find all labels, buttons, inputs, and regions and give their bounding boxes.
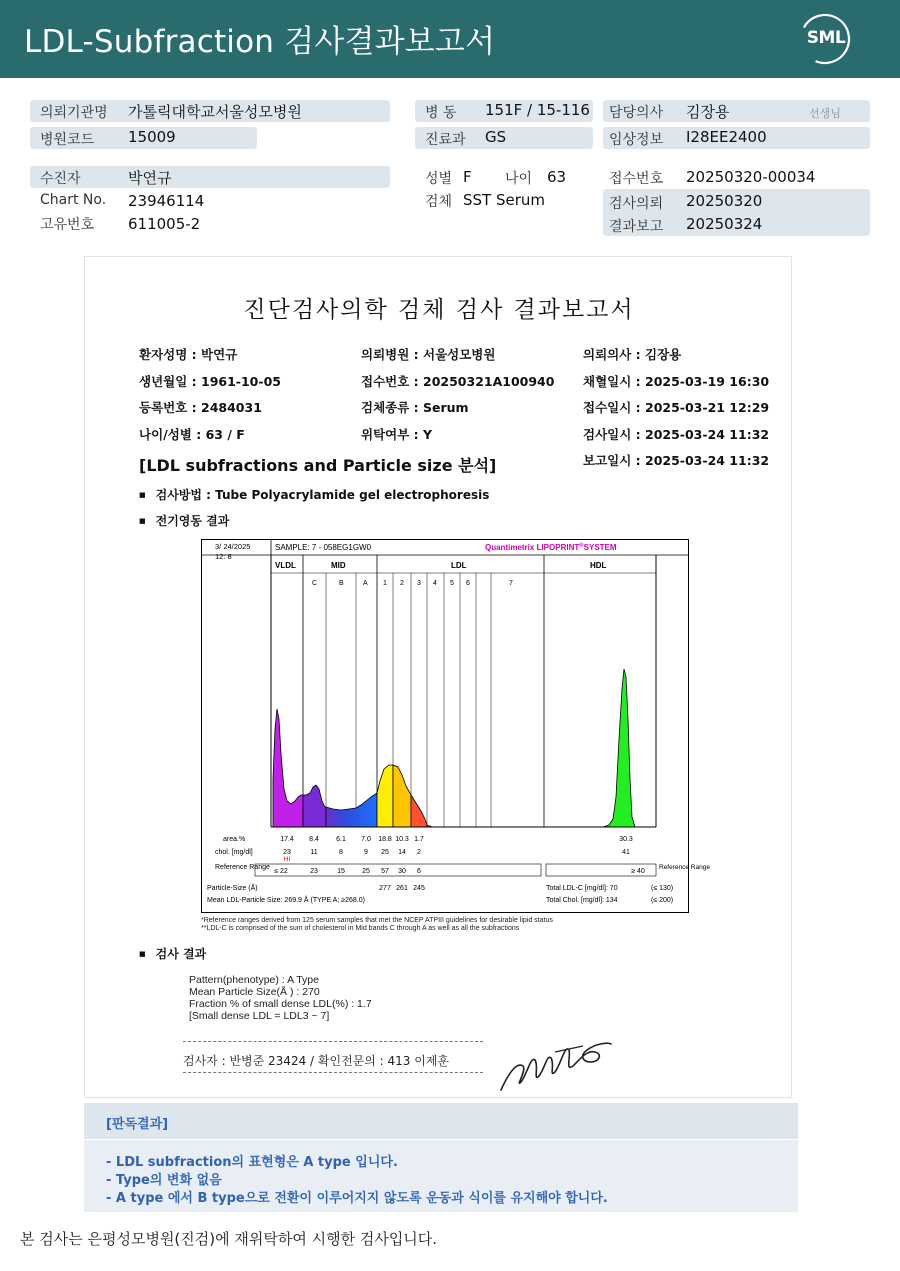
lipo-band-c: C — [312, 580, 318, 587]
report-hospital: 의뢰병원 : 서울성모병원 — [361, 347, 496, 362]
logo-text: SML — [806, 28, 846, 48]
lipo-band-3: 3 — [417, 580, 421, 587]
report-consign: 위탁여부 : Y — [361, 427, 433, 442]
sex-value: F — [463, 168, 472, 186]
report-test-time: 검사일시 : 2025-03-24 11:32 — [583, 427, 770, 442]
report-electro-title: ■ 전기영동 결과 — [139, 512, 229, 529]
result-fraction: Fraction % of small dense LDL(%) : 1.7 — [189, 998, 372, 1010]
lipo-row-chol: chol. [mg/dl] — [215, 849, 253, 856]
hospital-code-value: 15009 — [128, 128, 176, 146]
area-value: 6.1 — [336, 836, 346, 843]
report-title: 진단검사의학 검체 검사 결과보고서 — [243, 297, 635, 323]
chol-value: 14 — [398, 849, 406, 856]
report-spec-type: 검체종류 : Serum — [361, 400, 469, 415]
result-report-label: 결과보고 — [609, 219, 664, 235]
lipo-band-1: 1 — [383, 580, 387, 587]
area-value: 18.8 — [378, 836, 392, 843]
footnote-1: *Reference ranges derived from 125 serum samples that met the NCEP ATPIII guidelines for desirable lipid status — [201, 917, 553, 924]
lipo-time: 12: 8 — [215, 552, 232, 561]
reception-no-label: 접수번호 — [609, 171, 664, 187]
institution-value: 가톨릭대학교서울성모병원 — [128, 103, 302, 121]
ward-label: 병 동 — [425, 105, 457, 121]
unique-no-label: 고유번호 — [40, 217, 95, 233]
lipo-band-2: 2 — [400, 580, 404, 587]
chol-hi-flag: HI — [283, 856, 291, 863]
report-reg-no: 등록번호 : 2484031 — [139, 400, 262, 415]
lipo-row-mean: Mean LDL-Particle Size: 269.9 Å (TYPE A; ≥268.0) — [207, 897, 365, 904]
interpretation-item-3: - A type 에서 B type으로 전환이 이루어지지 않도록 운동과 식이를 유지해야 합니다. — [106, 1191, 608, 1206]
lipoprint-svg — [201, 539, 710, 915]
lipoprint-panel — [201, 539, 710, 915]
lipo-date: 3/ 24/2025 — [215, 542, 251, 551]
ref-value: 25 — [362, 868, 370, 875]
report-result-title: ■ 검사 결과 — [139, 945, 206, 962]
signer-text: 검사자 : 반병준 23424 / 확인전문의 : 413 이제훈 — [183, 1054, 450, 1068]
lipo-row-particle: Particle-Size (Å) — [207, 885, 258, 892]
lipo-band-a: A — [363, 580, 368, 587]
report-recv-time: 접수일시 : 2025-03-21 12:29 — [583, 400, 770, 415]
lipo-group-hdl: HDL — [590, 561, 607, 570]
result-sd-ldl: [Small dense LDL = LDL3 ~ 7] — [189, 1010, 330, 1022]
area-value: 7.0 — [361, 836, 371, 843]
ref-value-hdl: ≥ 40 — [631, 868, 645, 875]
ref-value: 30 — [398, 868, 406, 875]
chart-no-label: Chart No. — [40, 192, 107, 208]
lipo-row-ref-right: Reference Range — [659, 864, 710, 871]
lipo-sample: SAMPLE: 7 - 058EG1GW0 — [275, 543, 372, 552]
ref-value: 6 — [417, 868, 421, 875]
info-bar-patient — [30, 166, 390, 188]
area-value: 10.3 — [395, 836, 409, 843]
area-value: 17.4 — [280, 836, 294, 843]
report-section-title: [LDL subfractions and Particle size 분석] — [139, 456, 497, 475]
header-bar — [0, 0, 900, 78]
interpretation-body — [84, 1140, 798, 1212]
ward-value: 151F / 15-116 — [485, 101, 590, 119]
report-doctor: 의뢰의사 : 김장용 — [583, 347, 682, 362]
sex-label: 성별 — [425, 171, 453, 187]
area-value-hdl: 30.3 — [619, 836, 633, 843]
reception-no-value: 20250320-00034 — [686, 168, 816, 186]
report-collect: 채혈일시 : 2025-03-19 16:30 — [583, 374, 770, 389]
scanned-report — [84, 256, 792, 1098]
report-report-time: 보고일시 : 2025-03-24 11:32 — [583, 453, 770, 468]
lipo-total-chol: Total Chol. [mg/dl]: 134 — [546, 897, 618, 904]
chart-no-value: 23946114 — [128, 192, 205, 210]
test-request-label: 검사의뢰 — [609, 196, 664, 212]
interpretation-item-1: - LDL subfraction의 표현형은 A type 입니다. — [106, 1155, 398, 1170]
lipo-group-mid: MID — [331, 561, 346, 570]
lipo-band-5: 5 — [450, 580, 454, 587]
physician-value: 김장용 — [686, 103, 730, 121]
sign-line-top — [183, 1041, 483, 1042]
hospital-code-label: 병원코드 — [40, 132, 95, 148]
interpretation-item-2: - Type의 변화 없음 — [106, 1173, 222, 1188]
lipo-band-6: 6 — [466, 580, 470, 587]
unique-no-value: 611005-2 — [128, 215, 201, 233]
report-recv-no: 접수번호 : 20250321A100940 — [361, 374, 555, 389]
ref-value: ≤ 22 — [274, 868, 288, 875]
institution-label: 의뢰기관명 — [40, 105, 108, 121]
lipo-total-chol-ref: (≤ 200) — [651, 897, 674, 904]
chol-value-hdl: 41 — [622, 849, 630, 856]
department-value: GS — [485, 128, 507, 146]
patient-value: 박연규 — [128, 169, 172, 187]
result-report-value: 20250324 — [686, 215, 763, 233]
age-label: 나이 — [505, 171, 533, 187]
specimen-value: SST Serum — [463, 191, 546, 209]
chol-value: 23 — [283, 849, 291, 856]
interpretation-title: [판독결과] — [106, 1117, 169, 1132]
lipo-row-area: area.% — [223, 836, 246, 843]
lipo-group-ldl: LDL — [451, 561, 467, 570]
test-request-value: 20250320 — [686, 192, 763, 210]
result-mean-size: Mean Particle Size(Å ) : 270 — [189, 986, 320, 998]
area-value: 1.7 — [414, 836, 424, 843]
clinical-info-value: I28EE2400 — [686, 128, 767, 146]
report-birth: 생년월일 : 1961-10-05 — [139, 374, 281, 389]
ref-value: 23 — [310, 868, 318, 875]
lipo-band-7: 7 — [509, 580, 513, 587]
ref-value: 57 — [381, 868, 389, 875]
lipo-group-vldl: VLDL — [275, 561, 296, 570]
bottom-note: 본 검사는 은평성모병원(진검)에 재위탁하여 시행한 검사입니다. — [20, 1230, 438, 1248]
sign-line-bottom — [183, 1072, 483, 1073]
lipo-brand: Quantimetrix LIPOPRINT®SYSTEM — [485, 543, 617, 552]
lipo-band-b: B — [339, 580, 344, 587]
result-pattern: Pattern(phenotype) : A Type — [189, 974, 319, 986]
particle-size-value: 245 — [413, 885, 425, 892]
report-age-sex: 나이/성별 : 63 / F — [139, 427, 245, 442]
clinical-info-label: 임상정보 — [609, 132, 664, 148]
area-value: 8.4 — [309, 836, 319, 843]
signature-icon — [495, 1032, 615, 1096]
chol-value: 9 — [364, 849, 368, 856]
physician-label: 담당의사 — [609, 105, 664, 121]
particle-size-value: 277 — [379, 885, 391, 892]
physician-suffix: 선생님 — [809, 107, 841, 120]
specimen-label: 검체 — [425, 194, 453, 210]
department-label: 진료과 — [425, 132, 466, 148]
lipo-band-4: 4 — [433, 580, 437, 587]
page-title: LDL-Subfraction 검사결과보고서 — [24, 24, 496, 60]
ref-value: 15 — [337, 868, 345, 875]
lipo-total-ldl: Total LDL-C [mg/dl]: 70 — [546, 885, 618, 892]
report-method: ■ 검사방법 : Tube Polyacrylamide gel electrophoresis — [139, 486, 489, 503]
interpretation-header — [84, 1103, 798, 1139]
chol-value: 25 — [381, 849, 389, 856]
particle-size-value: 261 — [396, 885, 408, 892]
chol-value: 8 — [339, 849, 343, 856]
patient-label: 수진자 — [40, 171, 81, 187]
chol-value: 11 — [310, 849, 318, 856]
chol-value: 2 — [417, 849, 421, 856]
report-name: 환자성명 : 박연규 — [139, 347, 238, 362]
lipo-total-ldl-ref: (≤ 130) — [651, 885, 674, 892]
footnote-2: **LDL-C is comprised of the sum of cholesterol in Mid bands C through A as well as all the subfractions — [201, 925, 520, 932]
lipo-row-ref: Reference Range — [215, 864, 270, 871]
age-value: 63 — [547, 168, 567, 186]
